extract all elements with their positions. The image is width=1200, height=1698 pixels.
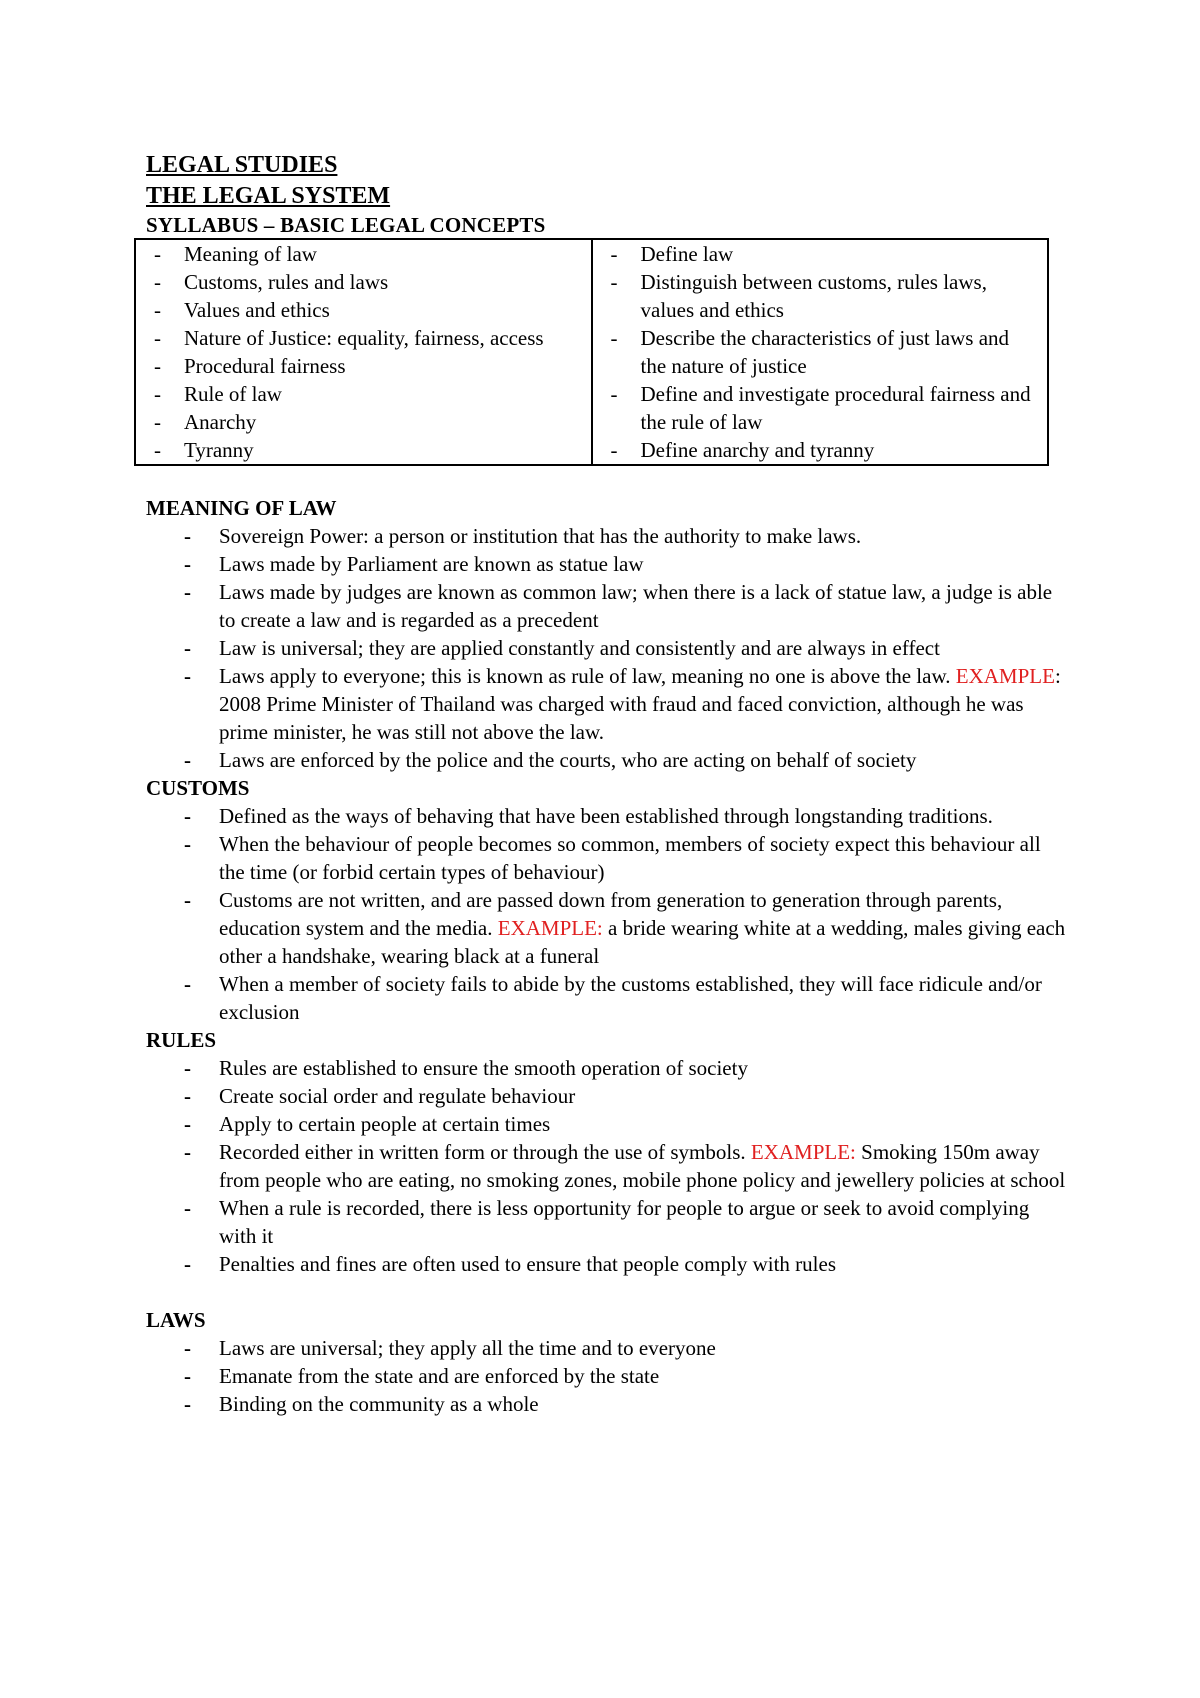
- item-text-continued: Smoking 150m away from people who are eating, no smoking zones, mobile phone policy and jewellery policies at school: [219, 1140, 1066, 1192]
- section-meaning-of-law: [146, 494, 1066, 774]
- list-item: [219, 746, 1066, 774]
- syllabus-topic-item: - Values and ethics: [184, 296, 583, 324]
- list-item: [219, 1390, 1066, 1418]
- bullet-list: [146, 1334, 1066, 1418]
- list-item: [219, 634, 1066, 662]
- syllabus-outcome-item: - Define law: [641, 240, 1040, 268]
- section-heading: RULES: [146, 1028, 217, 1052]
- syllabus-outcome-item: - Describe the characteristics of just laws and the nature of justice: [641, 324, 1040, 380]
- item-text: Recorded either in written form or through the use of symbols.: [219, 1140, 751, 1164]
- section-gap: [146, 1278, 1066, 1306]
- syllabus-table: [134, 238, 1049, 466]
- section-heading: CUSTOMS: [146, 776, 250, 800]
- item-text: Law is universal; they are applied constantly and consistently and are always in effect: [219, 636, 940, 660]
- item-text: Laws made by Parliament are known as statue law: [219, 552, 644, 576]
- item-text: Binding on the community as a whole: [219, 1392, 539, 1416]
- syllabus-topic-item: - Nature of Justice: equality, fairness, access: [184, 324, 583, 352]
- item-text: Laws made by judges are known as common law; when there is a lack of statue law, a judge is able to create a law and is regarded as a precedent: [219, 580, 1053, 632]
- document-title: LEGAL STUDIES: [146, 152, 338, 178]
- list-item: [219, 830, 1066, 886]
- section-heading: MEANING OF LAW: [146, 496, 337, 520]
- item-text: Customs are not written, and are passed down from generation to generation through parents, education system and the media.: [219, 888, 1003, 940]
- list-item: [219, 1054, 1066, 1082]
- list-item: [219, 1110, 1066, 1138]
- item-text: Emanate from the state and are enforced by the state: [219, 1364, 660, 1388]
- list-item: [219, 1194, 1066, 1250]
- syllabus-heading: SYLLABUS – BASIC LEGAL CONCEPTS: [146, 213, 546, 237]
- syllabus-outcome-item: - Define and investigate procedural fairness and the rule of law: [641, 380, 1040, 436]
- section-customs: [146, 774, 1066, 1026]
- list-item: [219, 662, 1066, 746]
- syllabus-topics-column: [135, 239, 592, 465]
- list-item: [219, 1362, 1066, 1390]
- item-text-continued: a bride wearing white at a wedding, males giving each other a handshake, wearing black at a funeral: [219, 916, 1066, 968]
- list-item: [219, 802, 1066, 830]
- notes-sections: [146, 494, 1066, 1418]
- item-text: Apply to certain people at certain times: [219, 1112, 551, 1136]
- document-page: [146, 150, 1066, 1418]
- item-text: Penalties and fines are often used to ensure that people comply with rules: [219, 1252, 836, 1276]
- item-text: Laws are universal; they apply all the time and to everyone: [219, 1336, 716, 1360]
- list-item: [219, 522, 1066, 550]
- item-text: Laws apply to everyone; this is known as rule of law, meaning no one is above the law.: [219, 664, 956, 688]
- bullet-list: [146, 802, 1066, 1026]
- syllabus-topic-item: - Meaning of law: [184, 240, 583, 268]
- syllabus-outcome-item: - Define anarchy and tyranny: [641, 436, 1040, 464]
- list-item: [219, 1138, 1066, 1194]
- list-item: [219, 886, 1066, 970]
- item-text: Rules are established to ensure the smooth operation of society: [219, 1056, 748, 1080]
- syllabus-topic-item: - Anarchy: [184, 408, 583, 436]
- syllabus-outcomes-list: [593, 240, 1040, 464]
- item-text: When a rule is recorded, there is less opportunity for people to argue or seek to avoid complying with it: [219, 1196, 1030, 1248]
- item-text: When a member of society fails to abide by the customs established, they will face ridicule and/or exclusion: [219, 972, 1042, 1024]
- example-label: EXAMPLE:: [497, 916, 603, 940]
- item-text: Create social order and regulate behaviour: [219, 1084, 576, 1108]
- syllabus-outcome-item: - Distinguish between customs, rules laws, values and ethics: [641, 268, 1040, 324]
- section-heading: LAWS: [146, 1308, 206, 1332]
- syllabus-topic-item: - Rule of law: [184, 380, 583, 408]
- list-item: [219, 550, 1066, 578]
- list-item: [219, 1082, 1066, 1110]
- bullet-list: [146, 522, 1066, 774]
- section-rules: [146, 1026, 1066, 1306]
- document-subtitle: THE LEGAL SYSTEM: [146, 183, 391, 209]
- example-label: EXAMPLE:: [750, 1140, 856, 1164]
- syllabus-topic-item: - Tyranny: [184, 436, 583, 464]
- list-item: [219, 1334, 1066, 1362]
- item-text-continued: : 2008 Prime Minister of Thailand was charged with fraud and faced conviction, although he was prime minister, he was still not above the law.: [219, 664, 1061, 744]
- syllabus-topics-list: [136, 240, 583, 464]
- list-item: [219, 578, 1066, 634]
- list-item: [219, 970, 1066, 1026]
- item-text: Sovereign Power: a person or institution that has the authority to make laws.: [219, 524, 862, 548]
- item-text: When the behaviour of people becomes so common, members of society expect this behaviour all the time (or forbid certain types of behaviour): [219, 832, 1041, 884]
- example-label: EXAMPLE: [955, 664, 1055, 688]
- syllabus-topic-item: - Procedural fairness: [184, 352, 583, 380]
- section-laws: [146, 1306, 1066, 1418]
- bullet-list: [146, 1054, 1066, 1278]
- item-text: Defined as the ways of behaving that have been established through longstanding traditions.: [219, 804, 993, 828]
- syllabus-outcomes-column: [592, 239, 1049, 465]
- item-text: Laws are enforced by the police and the courts, who are acting on behalf of society: [219, 748, 917, 772]
- syllabus-topic-item: - Customs, rules and laws: [184, 268, 583, 296]
- list-item: [219, 1250, 1066, 1278]
